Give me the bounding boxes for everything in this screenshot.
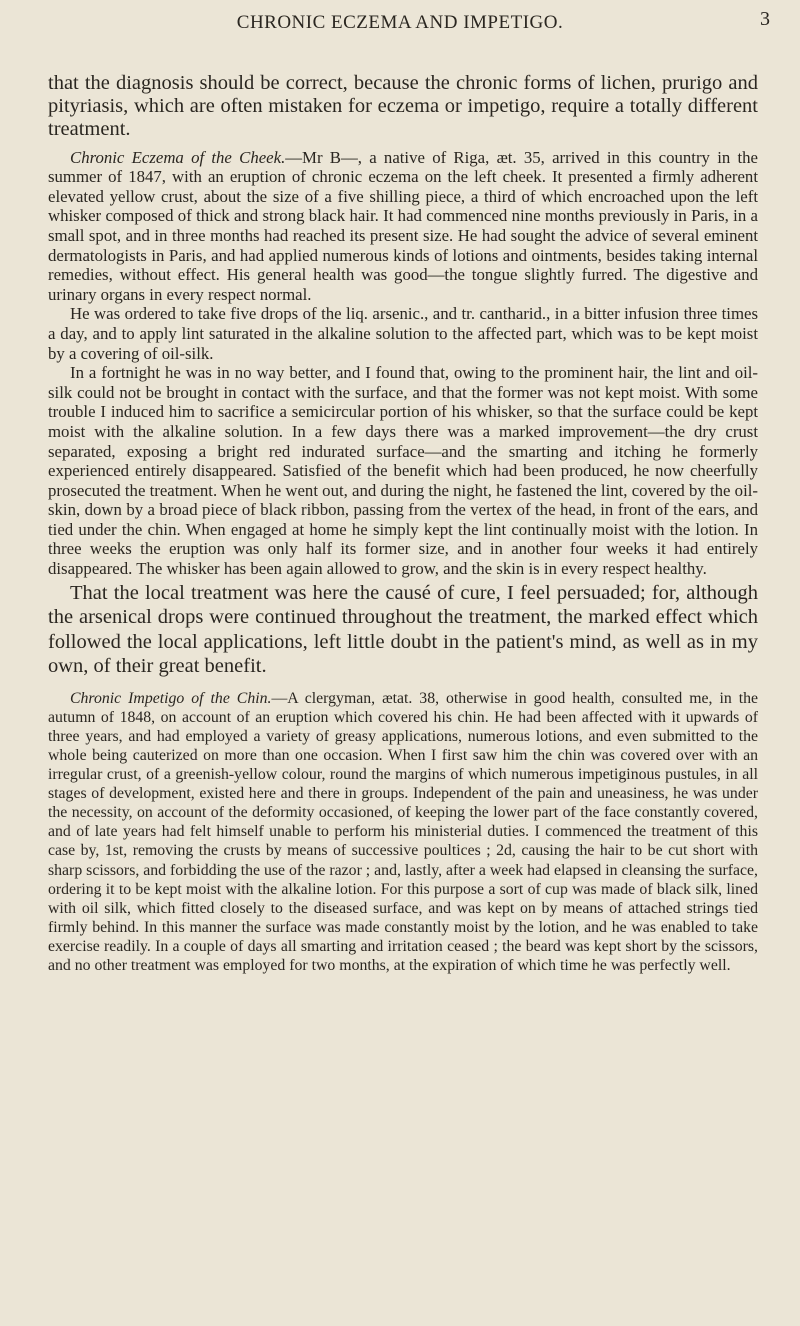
- paragraph-eczema-case: [48, 148, 758, 305]
- paragraph-progress: In a fortnight he was in no way better, and I found that, owing to the prominent hair, the lint and oil-silk could not be brought in contact with the surface, and that the former was not kept moist. With some trouble I induced him to sacrifice a semicircular portion of his whisker, so that the surface could be kept moist with the alkaline solution. In a few days there was a marked improvement—the dry crust separated, exposing a bright red indurated surface—and the smarting and itching he formerly experienced entirely disappeared. Satisfied of the benefit which had been produced, he now cheerfully prosecuted the treatment. When he went out, and during the night, he fastened the lint, covered by the oil-skin, down by a broad piece of black ribbon, passing from the vertex of the head, in front of the ears, and tied under the chin. When engaged at home he simply kept the lint continually moist with the lotion. In three weeks the eruption was only half its former size, and in another four weeks it had entirely disappeared. The whisker has been again allowed to grow, and the skin is in every respect healthy.: [48, 363, 758, 579]
- paragraph-treatment: He was ordered to take five drops of the liq. arsenic., and tr. cantharid., in a bitter infusion three times a day, and to apply lint saturated in the alkaline solution to the affected part, which was to be kept moist by a covering of oil-silk.: [48, 304, 758, 363]
- case-heading-eczema: Chronic Eczema of the Cheek.: [70, 147, 286, 167]
- running-head: CHRONIC ECZEMA AND IMPETIGO.: [236, 12, 564, 33]
- paragraph-impetigo-case: [48, 689, 758, 975]
- page-body: [48, 72, 758, 975]
- page-number: 3: [760, 8, 770, 30]
- page-header: [0, 8, 800, 38]
- case-text-impetigo: —A clergyman, ætat. 38, otherwise in good health, consulted me, in the autumn of 1848, on account of an eruption which covered his chin. He had been affected with it upwards of three years, and had employed a variety of greasy applications, numerous lotions, and even submitted to the whole being cauterized on more than one occasion. When I first saw him the chin was covered over with an irregular crust, of a greenish-yellow colour, round the margins of which numerous impetiginous pustules, in all stages of development, existed here and there in groups. Independent of the pain and uneasiness, he was under the necessity, on account of the deformity occasioned, of keeping the lower part of the face constantly covered, and of late years had felt himself unable to perform his ministerial duties. I commenced the treatment of this case by, 1st, removing the crusts by means of successive poultices ; 2d, causing the hair to be cut short with sharp scissors, and forbidding the use of the razor ; and, lastly, after a week had elapsed in cleansing the surface, ordering it to be kept moist with the alkaline lotion. For this purpose a sort of cup was made of black silk, lined with oil silk, which fitted closely to the diseased surface, and was kept on by means of attached strings tied firmly behind. In this manner the surface was made constantly moist by the lotion, and he was enabled to take exercise readily. In a couple of days all smarting and irritation ceased ; the beard was kept short by the scissors, and no other treatment was employed for two months, at the expiration of which time he was perfectly well.: [48, 689, 758, 974]
- case-text-eczema: —Mr B—, a native of Riga, æt. 35, arrived in this country in the summer of 1847, with an eruption of chronic eczema on the left cheek. It presented a firmly adherent elevated yellow crust, about the size of a five shilling piece, a third of which encroached upon the left whisker composed of thick and strong black hair. It had commenced nine months previously in Paris, in a small spot, and in three months had reached its present size. He had sought the advice of several eminent dermatologists in Paris, and had applied numerous kinds of lotions and ointments, besides taking internal remedies, without effect. His general health was good—the tongue slightly furred. The digestive and urinary organs in every respect normal.: [48, 147, 758, 304]
- paragraph-intro: that the diagnosis should be correct, because the chronic forms of lichen, prurigo and pityriasis, which are often mistaken for eczema or impetigo, require a totally different treatment.: [48, 72, 758, 141]
- case-heading-impetigo: Chronic Impetigo of the Chin.: [70, 689, 272, 707]
- paragraph-conclusion: That the local treatment was here the causé of cure, I feel persuaded; for, although the arsenical drops were continued throughout the treatment, the marked effect which followed the local applications, left little doubt in the patient's mind, as well as in my own, of their great benefit.: [48, 581, 758, 678]
